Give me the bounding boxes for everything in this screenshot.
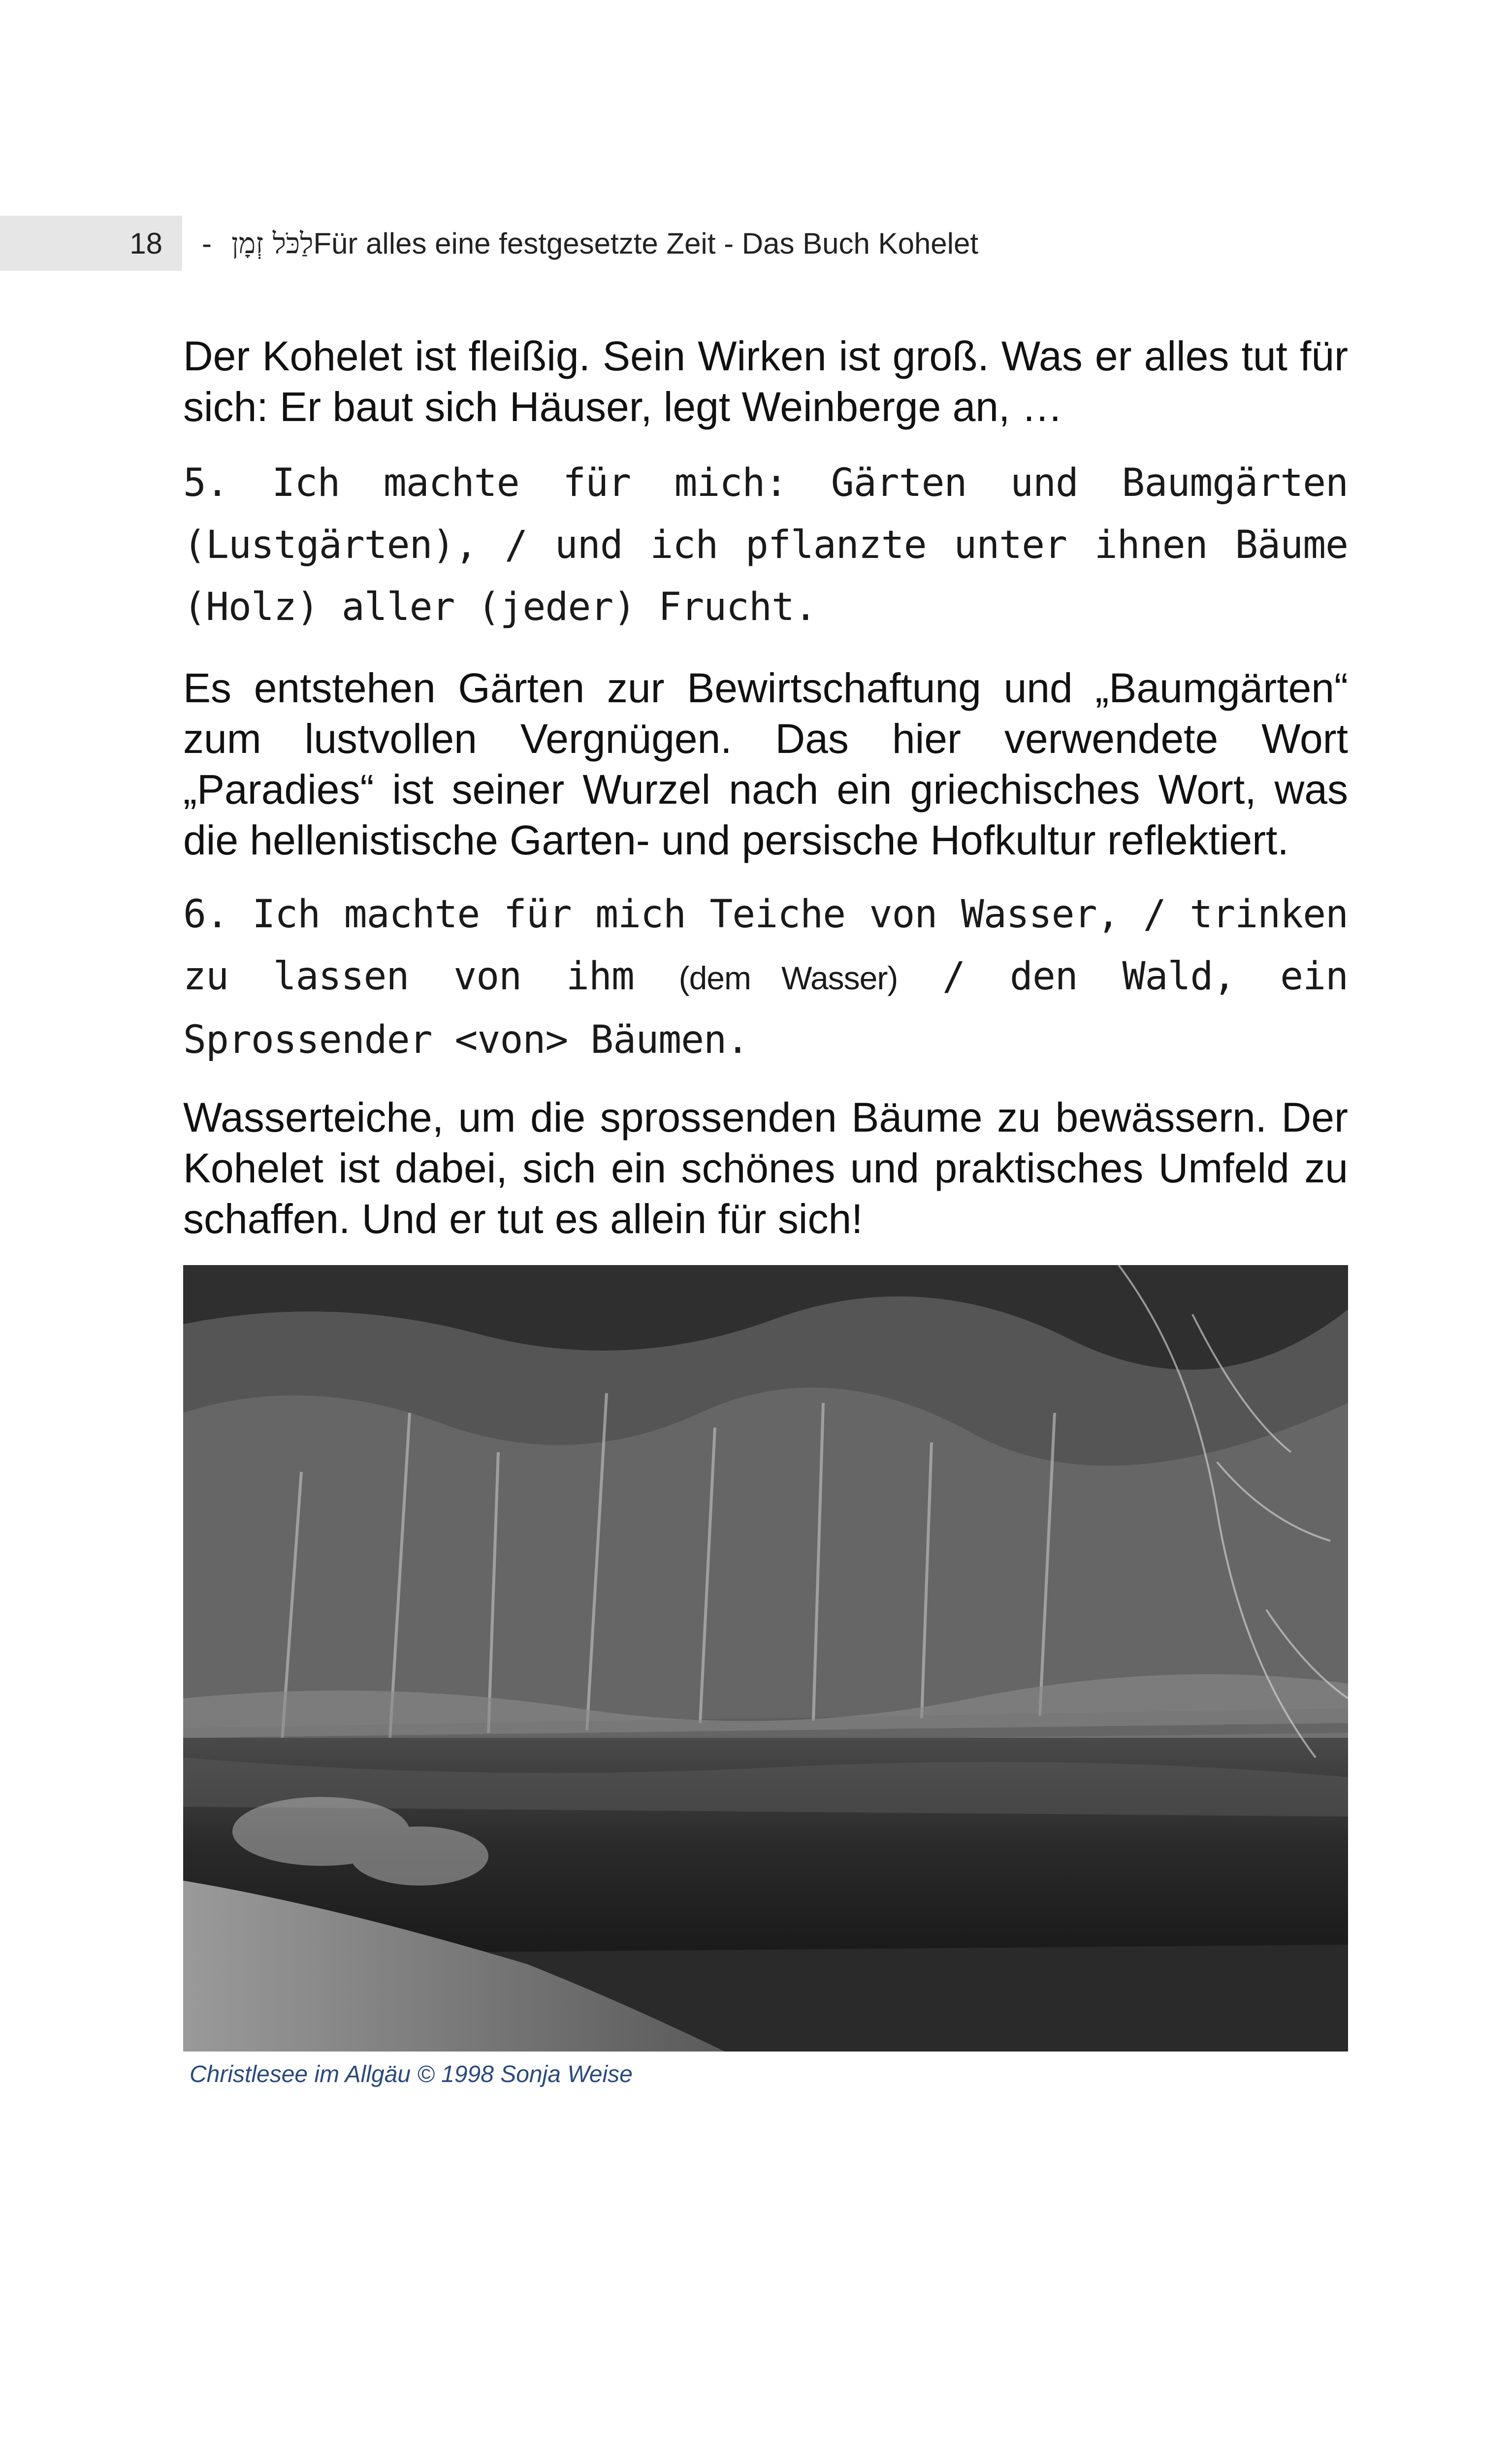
- paragraph-3: Wasserteiche, um die sprossenden Bäume zu bewässern. Der Kohelet ist dabei, sich ein schönes und praktisches Umfeld zu schaffen. Und er tut es allein für sich!: [183, 1094, 1348, 1242]
- photo-caption: Christlesee im Allgäu © 1998 Sonja Weise: [190, 2061, 633, 2087]
- verse-6: [183, 883, 1348, 1071]
- lake-photo: [183, 1265, 1348, 2052]
- paragraph-1: Der Kohelet ist fleißig. Sein Wirken ist groß. Was er alles tut für sich: Er baut sich Häuser, legt Weinberge an, …: [183, 333, 1348, 430]
- verse-5: 5. Ich machte für mich: Gärten und Baumgärten (Lustgärten), / und ich pflanzte unter ihnen Bäume (Holz) aller (jeder) Frucht.: [183, 461, 1348, 629]
- header-hebrew: לַכֹּל זְמָן: [231, 227, 314, 260]
- paragraph-2: Es entstehen Gärten zur Bewirtschaftung und „Baumgärten“ zum lustvollen Vergnügen. Das hier verwendete Wort „Paradies“ ist seiner Wurzel nach ein griechisches Wort, was die hellenistische Garten- und persische Hofkultur reflektiert.: [183, 665, 1348, 863]
- verse-6-text-b: / den Wald, ein Sprossender <von> Bäumen.: [183, 954, 1349, 1062]
- page-number: 18: [129, 227, 162, 260]
- verse-6-note: (dem Wasser): [678, 960, 898, 996]
- running-header: [202, 216, 978, 271]
- lake-photo-illustration: [183, 1265, 1348, 2052]
- verse-6-text-a: 6. Ich machte für mich Teiche von Wasser, / trinken zu lassen von ihm: [183, 892, 1348, 999]
- header-dash: -: [202, 227, 212, 260]
- header-title: Für alles eine festgesetzte Zeit - Das Buch Kohelet: [313, 227, 979, 260]
